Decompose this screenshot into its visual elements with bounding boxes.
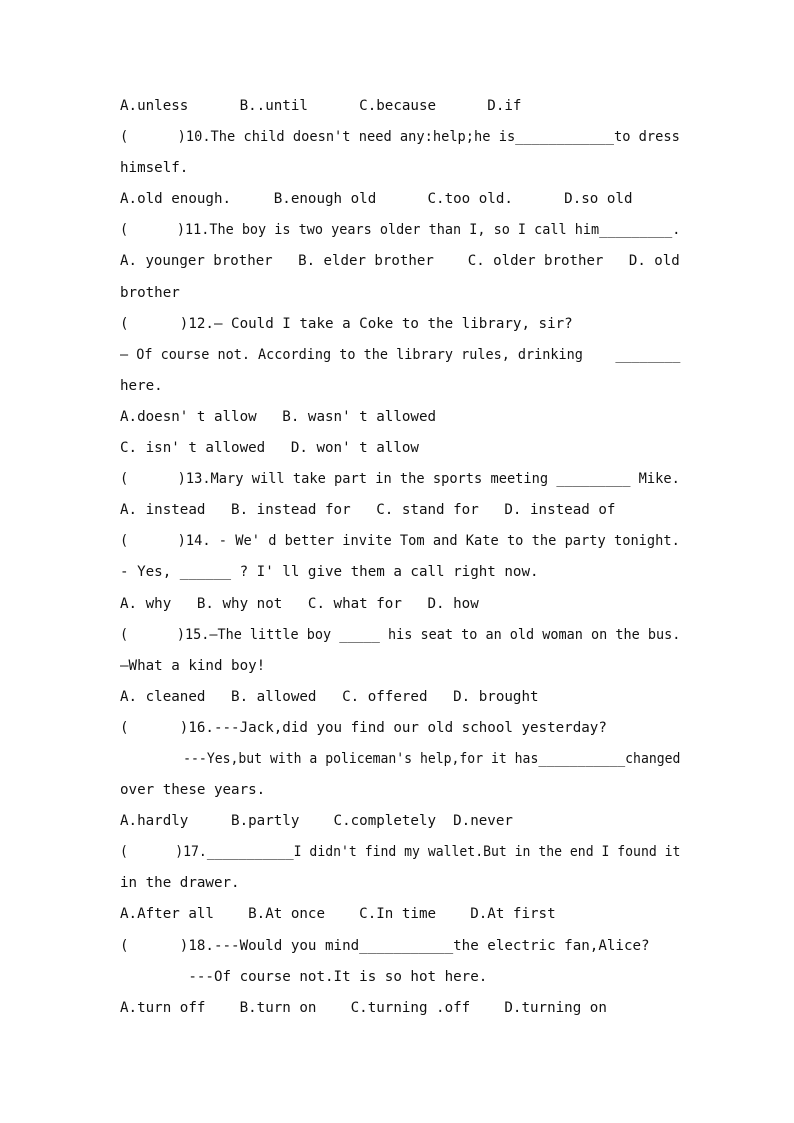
q17-options: A.After all B.At once C.In time D.At first [120, 906, 556, 923]
q12-options-cd: C. isn' t allowed D. won' t allow [120, 440, 419, 457]
q16-reply-cont: over these years. [120, 782, 266, 799]
q15-stem: ( )15.—The little boy _____ his seat to an old woman on the bus. [120, 626, 681, 643]
q10-stem-cont: himself. [120, 160, 189, 177]
q13-options: A. instead B. instead for C. stand for D. instead of [120, 502, 616, 519]
q15-reply: —What a kind boy! [120, 657, 266, 674]
q18-options: A.turn off B.turn on C.turning .off D.turning on [120, 999, 607, 1016]
q18-reply: ---Of course not.It is so hot here. [120, 968, 488, 985]
q12-reply-cont: here. [120, 377, 163, 394]
q12-reply: — Of course not. According to the library rules, drinking ________ [120, 346, 681, 363]
q14-stem: ( )14. - We' d better invite Tom and Kate to the party tonight. [120, 533, 680, 550]
q10-stem: ( )10.The child doesn't need any:help;he is____________to dress [120, 129, 680, 146]
q16-stem: ( )16.---Jack,did you find our old school yesterday? [120, 719, 607, 736]
q11-stem: ( )11.The boy is two years older than I, so I call him_________. [120, 222, 681, 239]
q14-reply: - Yes, ______ ? I' ll give them a call right now. [120, 564, 539, 581]
q16-options: A.hardly B.partly C.completely D.never [120, 813, 513, 830]
q10-options: A.old enough. B.enough old C.too old. D.so old [120, 191, 633, 208]
q9-options: A.unless B..until C.because D.if [120, 98, 522, 114]
q12-stem: ( )12.— Could I take a Coke to the library, sir? [120, 315, 573, 332]
q18-stem: ( )18.---Would you mind___________the electric fan,Alice? [120, 937, 650, 954]
q12-options-ab: A.doesn' t allow B. wasn' t allowed [120, 408, 437, 425]
q11-options: A. younger brother B. elder brother C. older brother D. old [120, 253, 680, 270]
q17-stem-cont: in the drawer. [120, 875, 240, 892]
q14-options: A. why B. why not C. what for D. how [120, 595, 479, 612]
document-page [120, 91, 680, 1024]
q11-options-cont: brother [120, 284, 180, 301]
q15-options: A. cleaned B. allowed C. offered D. brought [120, 688, 539, 705]
q17-stem: ( )17.___________I didn't find my wallet.But in the end I found it [120, 844, 681, 861]
q13-stem: ( )13.Mary will take part in the sports meeting _________ Mike. [120, 471, 680, 488]
q16-reply: ---Yes,but with a policeman's help,for it has___________changed [120, 750, 681, 767]
